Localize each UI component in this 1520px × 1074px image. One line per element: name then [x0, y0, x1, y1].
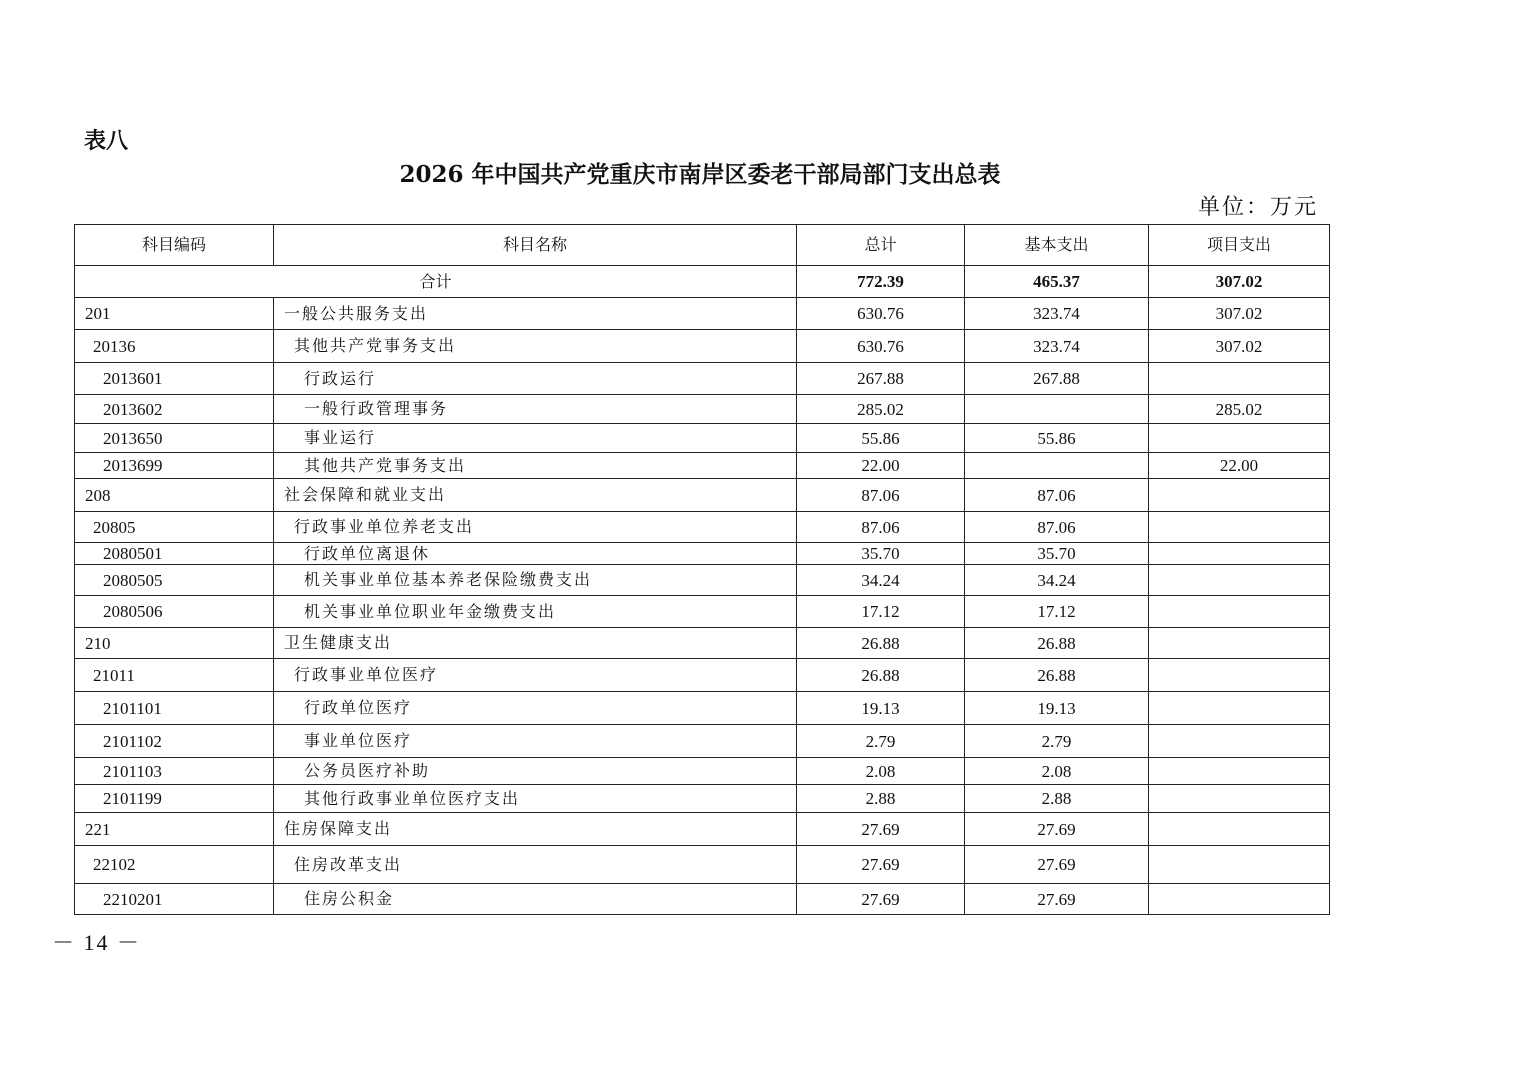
row-basic: 26.88	[965, 659, 1149, 692]
table-row	[75, 725, 1330, 758]
row-total: 26.88	[797, 659, 965, 692]
table-row	[75, 363, 1330, 395]
row-name: 其他共产党事务支出	[274, 330, 797, 363]
row-project: 285.02	[1149, 395, 1330, 424]
row-basic: 323.74	[965, 330, 1149, 363]
row-total: 2.88	[797, 785, 965, 813]
row-code: 2101102	[75, 725, 274, 758]
row-name: 住房改革支出	[274, 846, 797, 884]
row-code: 201	[75, 298, 274, 330]
column-header-total: 总计	[797, 225, 965, 266]
row-project	[1149, 628, 1330, 659]
total-label: 合计	[75, 266, 797, 298]
row-code: 208	[75, 479, 274, 512]
row-project	[1149, 725, 1330, 758]
table-row	[75, 298, 1330, 330]
row-name: 行政事业单位医疗	[274, 659, 797, 692]
table-row	[75, 785, 1330, 813]
row-total: 55.86	[797, 424, 965, 453]
row-code: 2080505	[75, 565, 274, 596]
table-row	[75, 692, 1330, 725]
column-header-code: 科目编码	[75, 225, 274, 266]
column-header-project: 项目支出	[1149, 225, 1330, 266]
row-basic: 2.79	[965, 725, 1149, 758]
row-project	[1149, 758, 1330, 785]
row-name: 其他行政事业单位医疗支出	[274, 785, 797, 813]
expenditure-table	[74, 224, 1330, 915]
row-total: 27.69	[797, 884, 965, 915]
row-name: 卫生健康支出	[274, 628, 797, 659]
row-name: 行政运行	[274, 363, 797, 395]
row-total: 26.88	[797, 628, 965, 659]
table-label: 表八	[84, 129, 129, 154]
row-code: 20805	[75, 512, 274, 543]
row-basic: 323.74	[965, 298, 1149, 330]
row-total: 630.76	[797, 330, 965, 363]
row-basic: 19.13	[965, 692, 1149, 725]
row-code: 2013699	[75, 453, 274, 479]
row-total: 17.12	[797, 596, 965, 628]
row-project: 307.02	[1149, 298, 1330, 330]
row-basic: 55.86	[965, 424, 1149, 453]
row-name: 机关事业单位基本养老保险缴费支出	[274, 565, 797, 596]
row-basic: 34.24	[965, 565, 1149, 596]
row-name: 一般公共服务支出	[274, 298, 797, 330]
row-name: 事业单位医疗	[274, 725, 797, 758]
table-row	[75, 758, 1330, 785]
row-basic: 27.69	[965, 813, 1149, 846]
row-basic: 87.06	[965, 512, 1149, 543]
table-row	[75, 543, 1330, 565]
row-total: 630.76	[797, 298, 965, 330]
row-code: 210	[75, 628, 274, 659]
table-row	[75, 479, 1330, 512]
row-basic: 27.69	[965, 846, 1149, 884]
column-header-name: 科目名称	[274, 225, 797, 266]
total-project: 307.02	[1149, 266, 1330, 298]
row-project	[1149, 813, 1330, 846]
row-name: 事业运行	[274, 424, 797, 453]
row-code: 20136	[75, 330, 274, 363]
row-basic	[965, 395, 1149, 424]
row-code: 2013601	[75, 363, 274, 395]
row-project	[1149, 659, 1330, 692]
row-code: 221	[75, 813, 274, 846]
table-row	[75, 424, 1330, 453]
row-code: 2101103	[75, 758, 274, 785]
row-project	[1149, 596, 1330, 628]
table-row	[75, 659, 1330, 692]
table-row	[75, 813, 1330, 846]
row-code: 21011	[75, 659, 274, 692]
row-project: 307.02	[1149, 330, 1330, 363]
table-row	[75, 846, 1330, 884]
row-project	[1149, 692, 1330, 725]
row-basic: 17.12	[965, 596, 1149, 628]
row-project	[1149, 884, 1330, 915]
row-name: 社会保障和就业支出	[274, 479, 797, 512]
table-row	[75, 395, 1330, 424]
row-total: 27.69	[797, 846, 965, 884]
row-total: 35.70	[797, 543, 965, 565]
row-name: 公务员医疗补助	[274, 758, 797, 785]
row-name: 行政单位医疗	[274, 692, 797, 725]
row-basic: 26.88	[965, 628, 1149, 659]
row-name: 行政事业单位养老支出	[274, 512, 797, 543]
row-basic: 2.08	[965, 758, 1149, 785]
row-code: 2080501	[75, 543, 274, 565]
row-project	[1149, 479, 1330, 512]
unit-label: 单位：万元	[1197, 195, 1318, 220]
row-basic: 27.69	[965, 884, 1149, 915]
row-name: 一般行政管理事务	[274, 395, 797, 424]
row-total: 285.02	[797, 395, 965, 424]
table-row	[75, 512, 1330, 543]
table-row	[75, 884, 1330, 915]
row-code: 2013602	[75, 395, 274, 424]
row-project	[1149, 785, 1330, 813]
row-total: 19.13	[797, 692, 965, 725]
table-row	[75, 565, 1330, 596]
row-code: 2210201	[75, 884, 274, 915]
row-name: 住房公积金	[274, 884, 797, 915]
table-row	[75, 596, 1330, 628]
column-header-basic: 基本支出	[965, 225, 1149, 266]
total-row	[75, 266, 1330, 298]
total-basic: 465.37	[965, 266, 1149, 298]
row-total: 87.06	[797, 479, 965, 512]
row-total: 87.06	[797, 512, 965, 543]
row-project	[1149, 543, 1330, 565]
row-name: 机关事业单位职业年金缴费支出	[274, 596, 797, 628]
table-row	[75, 453, 1330, 479]
row-name: 住房保障支出	[274, 813, 797, 846]
table-row	[75, 330, 1330, 363]
row-project: 22.00	[1149, 453, 1330, 479]
row-basic: 35.70	[965, 543, 1149, 565]
row-basic	[965, 453, 1149, 479]
row-project	[1149, 424, 1330, 453]
row-name: 其他共产党事务支出	[274, 453, 797, 479]
row-code: 2101199	[75, 785, 274, 813]
row-project	[1149, 565, 1330, 596]
row-total: 267.88	[797, 363, 965, 395]
row-project	[1149, 512, 1330, 543]
row-basic: 267.88	[965, 363, 1149, 395]
page-title: 2026 年中国共产党重庆市南岸区委老干部局部门支出总表	[399, 161, 1001, 188]
row-total: 34.24	[797, 565, 965, 596]
row-total: 22.00	[797, 453, 965, 479]
table-header-row	[75, 225, 1330, 266]
row-code: 2101101	[75, 692, 274, 725]
row-basic: 2.88	[965, 785, 1149, 813]
row-code: 22102	[75, 846, 274, 884]
table-row	[75, 628, 1330, 659]
row-code: 2013650	[75, 424, 274, 453]
total-sum: 772.39	[797, 266, 965, 298]
row-total: 2.79	[797, 725, 965, 758]
row-project	[1149, 846, 1330, 884]
row-total: 27.69	[797, 813, 965, 846]
row-project	[1149, 363, 1330, 395]
page-number: － 14 －	[52, 930, 142, 955]
row-code: 2080506	[75, 596, 274, 628]
row-total: 2.08	[797, 758, 965, 785]
row-basic: 87.06	[965, 479, 1149, 512]
row-name: 行政单位离退休	[274, 543, 797, 565]
